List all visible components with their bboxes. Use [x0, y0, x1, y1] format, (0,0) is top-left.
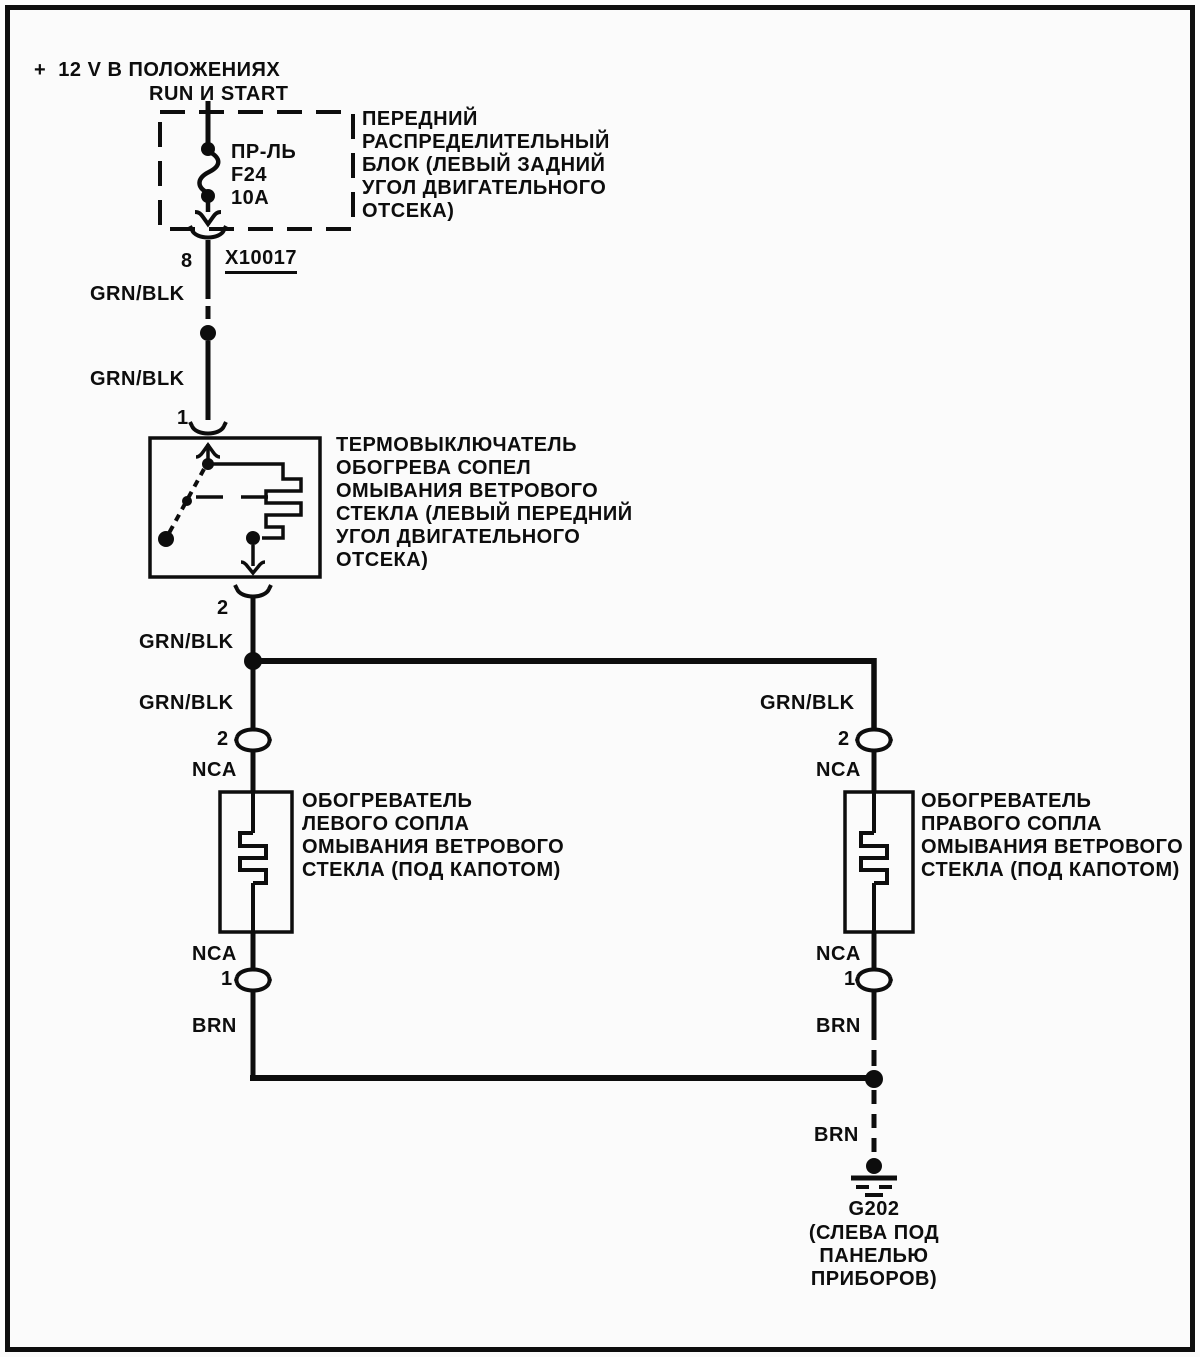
- right-heater-pin2-connector: [857, 730, 891, 751]
- wire-color-brn-ground: BRN: [814, 1124, 859, 1146]
- wire-color-nca-left-2: NCA: [192, 943, 237, 965]
- fdb-label-line-1: ПЕРЕДНИЙ: [362, 108, 478, 130]
- thermal-switch-symbol: [158, 444, 301, 573]
- splice-dot-ground: [865, 1070, 883, 1088]
- right-heater-label-line-2: ПРАВОГО СОПЛА: [921, 813, 1102, 835]
- fdb-label-line-2: РАСПРЕДЕЛИТЕЛЬНЫЙ: [362, 131, 610, 153]
- left-heater-label-line-2: ЛЕВОГО СОПЛА: [302, 813, 470, 835]
- left-conn-pin-2-label: 2: [217, 728, 229, 750]
- power-source-label: + 12 V В ПОЛОЖЕНИЯХ: [34, 59, 281, 81]
- ground-id-label: G202: [848, 1198, 900, 1220]
- switch-label-line-5: УГОЛ ДВИГАТЕЛЬНОГО: [336, 526, 581, 548]
- left-heater-pin2-connector: [236, 730, 270, 751]
- fdb-label-line-5: ОТСЕКА): [362, 200, 455, 222]
- switch-pin2-connector: [235, 585, 271, 597]
- ground-label-line-1: (СЛЕВА ПОД: [808, 1222, 940, 1244]
- switch-pin-2-label: 2: [217, 597, 229, 619]
- right-heater-label-line-3: ОМЫВАНИЯ ВЕТРОВОГО: [921, 836, 1184, 858]
- fuse-id-label: F24: [231, 164, 267, 186]
- power-positions-label: RUN И START: [149, 83, 289, 105]
- fuse-name-label: ПР-ЛЬ: [231, 141, 297, 163]
- fdb-label-line-4: УГОЛ ДВИГАТЕЛЬНОГО: [362, 177, 607, 199]
- wire-color-nca-left-1: NCA: [192, 759, 237, 781]
- switch-label-line-3: ОМЫВАНИЯ ВЕТРОВОГО: [336, 480, 599, 502]
- right-conn-pin-1-label: 1: [844, 968, 856, 990]
- ground-label-line-3: ПРИБОРОВ): [810, 1268, 938, 1290]
- left-heater-element: [240, 792, 266, 932]
- wire-color-grnblk-2: GRN/BLK: [90, 368, 185, 390]
- switch-pin1-connector: [190, 422, 226, 434]
- left-heater-label-line-1: ОБОГРЕВАТЕЛЬ: [302, 790, 473, 812]
- wire-color-brn-right: BRN: [816, 1015, 861, 1037]
- wire-color-brn-left: BRN: [192, 1015, 237, 1037]
- right-heater-pin1-connector: [857, 970, 891, 991]
- ground-symbol-g202: [851, 1158, 897, 1195]
- left-conn-pin-1-label: 1: [221, 968, 233, 990]
- right-conn-pin-2-label: 2: [838, 728, 850, 750]
- wire-color-grnblk-4: GRN/BLK: [139, 692, 234, 714]
- switch-label-line-6: ОТСЕКА): [336, 549, 429, 571]
- left-heater-label-line-3: ОМЫВАНИЯ ВЕТРОВОГО: [302, 836, 565, 858]
- switch-label-line-1: ТЕРМОВЫКЛЮЧАТЕЛЬ: [336, 434, 577, 456]
- wire-color-grnblk-right: GRN/BLK: [760, 692, 855, 714]
- right-heater-box: [845, 792, 913, 932]
- switch-label-line-2: ОБОГРЕВА СОПЕЛ: [336, 457, 532, 479]
- left-heater-label-line-4: СТЕКЛА (ПОД КАПОТОМ): [302, 859, 561, 881]
- right-heater-label-line-1: ОБОГРЕВАТЕЛЬ: [921, 790, 1092, 812]
- wire-color-grnblk-3: GRN/BLK: [139, 631, 234, 653]
- wire-color-grnblk-1: GRN/BLK: [90, 283, 185, 305]
- fdb-label-line-3: БЛОК (ЛЕВЫЙ ЗАДНИЙ: [362, 154, 606, 176]
- fuse-rating-label: 10A: [231, 187, 270, 209]
- connector-pin-8: 8: [181, 250, 193, 272]
- splice-dot-upper: [200, 325, 216, 341]
- wire-color-nca-right-2: NCA: [816, 943, 861, 965]
- connector-id-x10017: X10017: [225, 247, 297, 274]
- right-heater-element: [861, 792, 887, 932]
- right-heater-label-line-4: СТЕКЛА (ПОД КАПОТОМ): [921, 859, 1180, 881]
- left-heater-box: [220, 792, 292, 932]
- thermal-switch-box: [150, 438, 320, 577]
- switch-label-line-4: СТЕКЛА (ЛЕВЫЙ ПЕРЕДНИЙ: [336, 503, 633, 525]
- wire-color-nca-right-1: NCA: [816, 759, 861, 781]
- left-heater-pin1-connector: [236, 970, 270, 991]
- switch-pin-1-label: 1: [177, 407, 189, 429]
- ground-label-line-2: ПАНЕЛЬЮ: [819, 1245, 929, 1267]
- fuse-f24-symbol: [195, 142, 221, 224]
